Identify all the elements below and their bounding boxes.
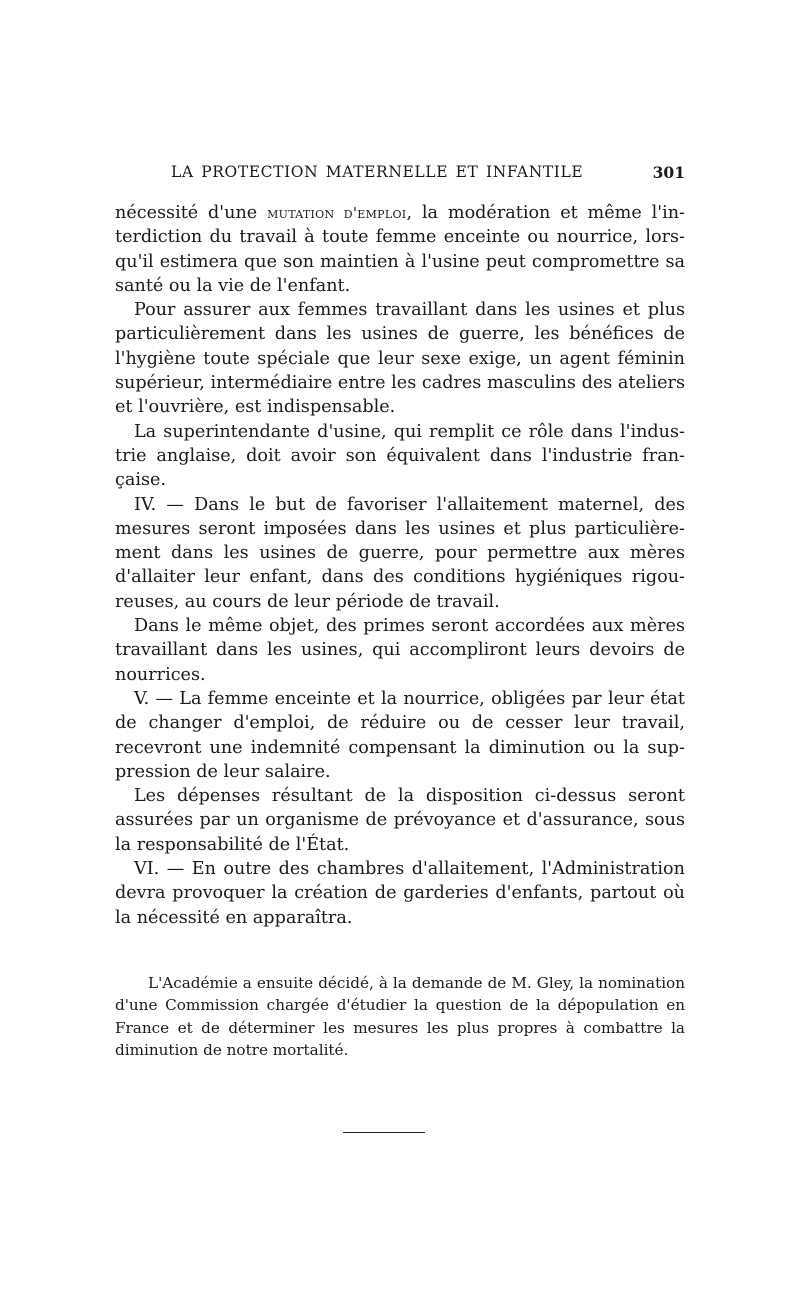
note-paragraph: L'Académie a ensuite décidé, à la demande de M. Gley, la nomination d'une Commission chargée d'étudier la question de la dépopulation en France et de déterminer les mesures les plus propres à combattre la diminution de notre mortalité. [115, 974, 685, 1059]
paragraph-article-iv: IV. — Dans le but de favoriser l'allaitement maternel, des mesures seront imposées dans les usines et plus particulièrement dans les usines de guerre, pour permettre aux mères d'allaiter leur enfant, dans des conditions hygiéniques rigoureuses, au cours de leur période de travail. [115, 494, 685, 612]
paragraph-continuation [115, 201, 685, 298]
paragraph-1-after: , la modération et même l'interdiction du travail à toute femme enceinte ou nourrice, lorsqu'il estimera que son maintien à l'usine peut compromettre sa santé ou la vie de l'enfant. [115, 203, 685, 296]
paragraph-article-v: V. — La femme enceinte et la nourrice, obligées par leur état de changer d'emploi, de réduire ou de cesser leur travail, recevront une indemnité compensant la diminution ou la suppression de leur salaire. [115, 688, 685, 782]
paragraph-superintendante: La superintendante d'usine, qui remplit ce rôle dans l'industrie anglaise, doit avoir son équivalent dans l'industrie française. [115, 421, 685, 491]
end-rule [343, 1132, 425, 1133]
paragraph-article-vi: VI. — En outre des chambres d'allaitement, l'Administration devra provoquer la création de garderies d'enfants, partout où la nécessité en apparaîtra. [115, 859, 685, 928]
running-head [115, 163, 685, 187]
mutation-emploi-term: mutation d'emploi [267, 204, 407, 222]
academy-note [115, 972, 685, 1061]
body-text [115, 201, 685, 930]
page-number: 301 [652, 163, 685, 182]
paragraph-1-before: nécessité d'une [115, 203, 258, 223]
paragraph-primes: Dans le même objet, des primes seront accordées aux mères travaillant dans les usines, qui accompliront leurs devoirs de nourrices. [115, 616, 685, 685]
paragraph-depenses: Les dépenses résultant de la disposition ci-dessus seront assurées par un organisme de prévoyance et d'assurance, sous la responsabilité de l'État. [115, 786, 685, 855]
paragraph-superintendent-agent: Pour assurer aux femmes travaillant dans les usines et plus particulièrement dans les usines de guerre, les bénéfices de l'hygiène toute spéciale que leur sexe exige, un agent féminin supérieur, intermédiaire entre les cadres masculins des ateliers et l'ouvrière, est indispensable. [115, 300, 685, 418]
running-title: LA PROTECTION MATERNELLE ET INFANTILE [171, 163, 584, 181]
